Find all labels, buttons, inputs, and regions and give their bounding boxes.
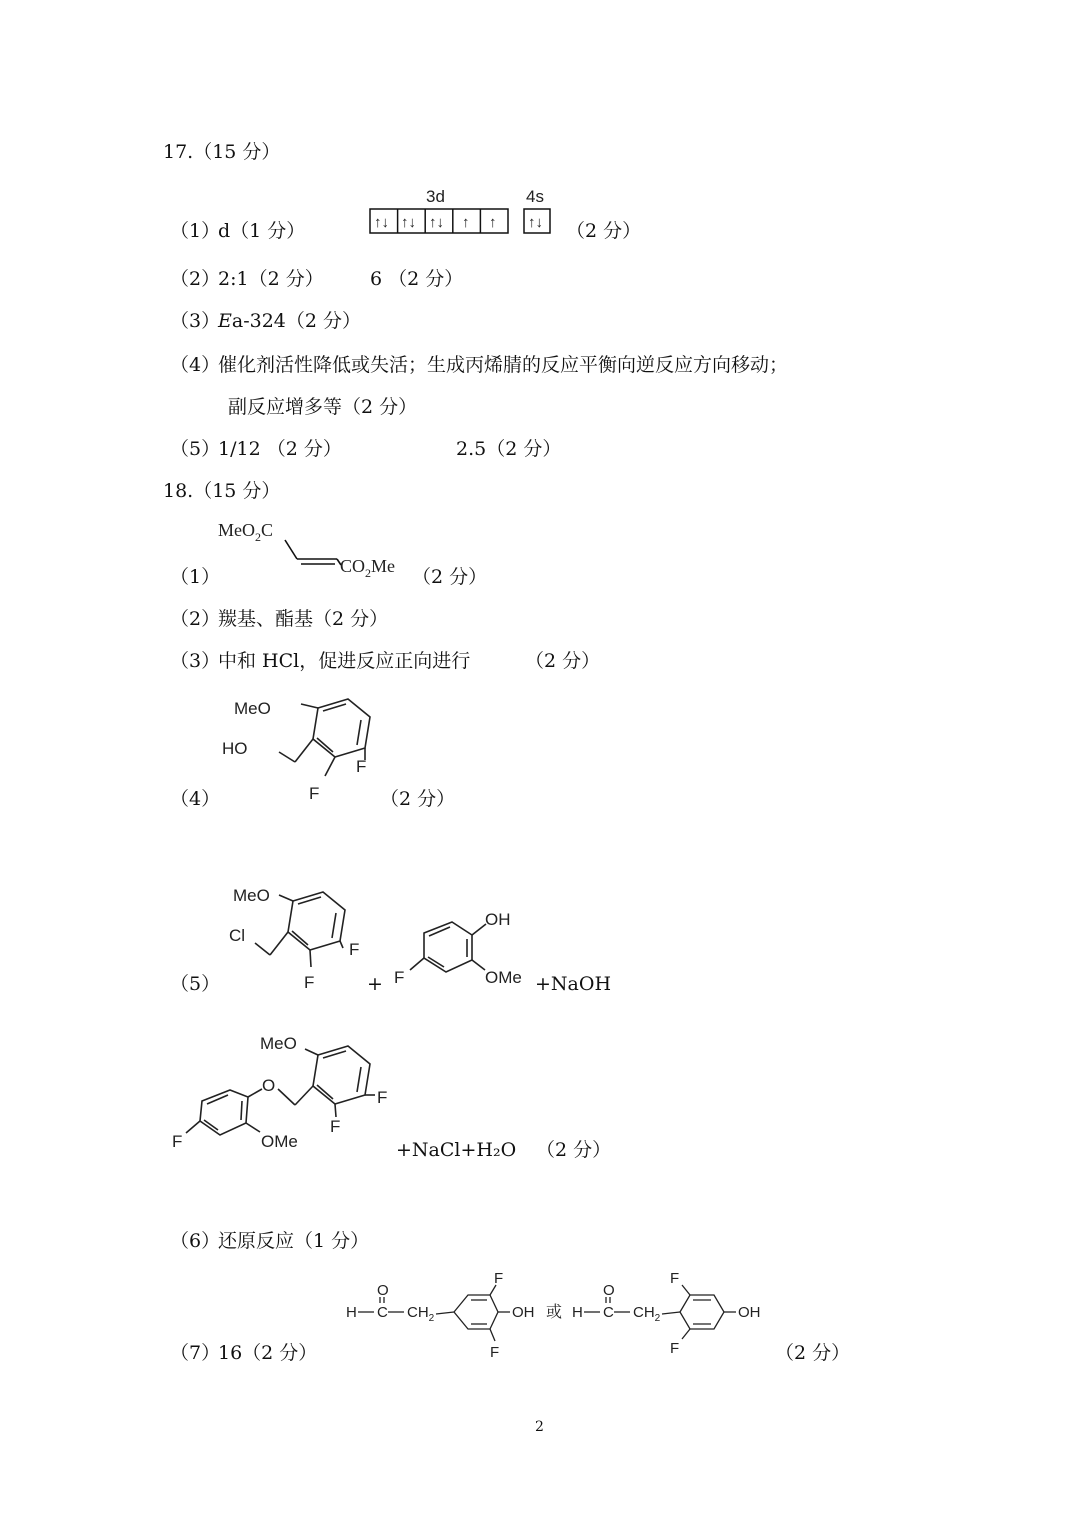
q18-5-products: +NaCl+H₂O [396, 1139, 517, 1161]
q18-5-num: （5） [170, 973, 221, 995]
svg-text:F: F [377, 1088, 388, 1107]
q18-7-text: 16（2 分） [218, 1342, 318, 1364]
svg-text:F: F [349, 940, 360, 959]
svg-text:C: C [603, 1304, 614, 1321]
svg-text:CH2: $CH_2$ [633, 1304, 661, 1324]
svg-text:F: F [670, 1340, 680, 1357]
q17-1-num: （1） [170, 220, 221, 242]
q17-2-b: 6 （2 分） [370, 268, 464, 290]
q18-3-score: （2 分） [525, 650, 601, 672]
svg-text:F: F [394, 968, 405, 987]
svg-text:C: C [377, 1304, 388, 1321]
q17-4-num: （4） [170, 354, 221, 376]
q17-4-line1: 催化剂活性降低或失活；生成丙烯腈的反应平衡向逆反应方向移动； [218, 354, 789, 376]
svg-text:MeO: MeO [260, 1034, 297, 1053]
q17-3-answer: Ea-324（2 分） [218, 310, 362, 332]
page-number: 2 [535, 1419, 544, 1435]
svg-text:O: O [262, 1076, 276, 1095]
label-4s: 4s [526, 187, 544, 206]
svg-text:O: O [603, 1282, 615, 1299]
svg-text:CH2: $CH_2$ [407, 1304, 435, 1324]
svg-text:↑↓: ↑↓ [401, 214, 416, 231]
q18-5-naoh: +NaOH [535, 973, 612, 995]
q18-5-score: （2 分） [536, 1139, 612, 1161]
svg-text:H: H [572, 1304, 583, 1321]
label-3d: 3d [426, 187, 445, 206]
orbital-diagram [360, 182, 560, 242]
q18-7-num: （7） [170, 1342, 221, 1364]
svg-text:OH: OH [512, 1304, 535, 1321]
svg-text:MeO: MeO [233, 886, 270, 905]
q18-3-text: 中和 HCl，促进反应正向进行 [218, 650, 471, 672]
svg-text:F: F [330, 1117, 341, 1136]
svg-text:OMe: OMe [261, 1132, 298, 1151]
q18-2-text: 羰基、酯基（2 分） [218, 608, 389, 630]
q18-4-score: （2 分） [380, 788, 456, 810]
svg-text:↑↓: ↑↓ [374, 214, 389, 231]
svg-text:MeO2C: MeO$_2$C [218, 520, 274, 544]
q17-heading: 17.（15 分） [163, 141, 281, 163]
svg-text:F: F [670, 1270, 680, 1287]
q17-2-num: （2） [170, 268, 221, 290]
svg-text:OH: OH [738, 1304, 761, 1321]
svg-text:HO: HO [222, 739, 248, 758]
q18-6-num: （6） [170, 1230, 221, 1252]
structure-product-ether [170, 1025, 410, 1160]
svg-text:Cl: Cl [229, 926, 246, 945]
svg-text:OH: OH [485, 910, 511, 929]
svg-text:↑: ↑ [462, 214, 470, 231]
structure-dimethyl-fumarate [215, 515, 415, 585]
svg-text:F: F [309, 784, 320, 803]
q18-4-num: （4） [170, 788, 221, 810]
svg-text:或: 或 [546, 1302, 563, 1321]
structure-aldehyde-isomers [340, 1265, 780, 1365]
q18-1-num: （1） [170, 566, 221, 588]
q17-3-num: （3） [170, 310, 221, 332]
structure-benzyl-chloride [215, 875, 375, 995]
q17-5-b: 2.5（2 分） [456, 438, 562, 460]
svg-text:MeO: MeO [234, 699, 271, 718]
q17-2-a: 2:1（2 分） [218, 268, 324, 290]
q18-2-num: （2） [170, 608, 221, 630]
svg-text:OMe: OMe [485, 968, 522, 987]
svg-text:O: O [377, 1282, 389, 1299]
q18-5-plus: + [367, 973, 383, 995]
q18-7-score: （2 分） [775, 1342, 851, 1364]
svg-text:F: F [356, 757, 367, 776]
svg-text:H: H [346, 1304, 357, 1321]
svg-text:↑: ↑ [489, 214, 497, 231]
q17-1-score: （2 分） [566, 220, 642, 242]
structure-fluoroguaiacol [388, 900, 538, 995]
q18-1-score: （2 分） [412, 566, 488, 588]
svg-text:F: F [172, 1132, 183, 1151]
q17-5-a: 1/12 （2 分） [218, 438, 342, 460]
q17-5-num: （5） [170, 438, 221, 460]
q18-3-num: （3） [170, 650, 221, 672]
svg-text:CO2Me: $CO_2Me$ [340, 556, 396, 580]
q17-1-answer: d（1 分） [218, 220, 306, 242]
svg-text:↑↓: ↑↓ [528, 214, 543, 231]
svg-text:F: F [490, 1344, 500, 1361]
q18-6-text: 还原反应（1 分） [218, 1230, 370, 1252]
q18-heading: 18.（15 分） [163, 480, 281, 502]
svg-text:F: F [304, 973, 315, 992]
svg-text:↑↓: ↑↓ [429, 214, 444, 231]
svg-text:F: F [494, 1270, 504, 1287]
q17-4-line2: 副反应增多等（2 分） [228, 396, 418, 418]
structure-benzyl-alcohol [215, 690, 395, 810]
